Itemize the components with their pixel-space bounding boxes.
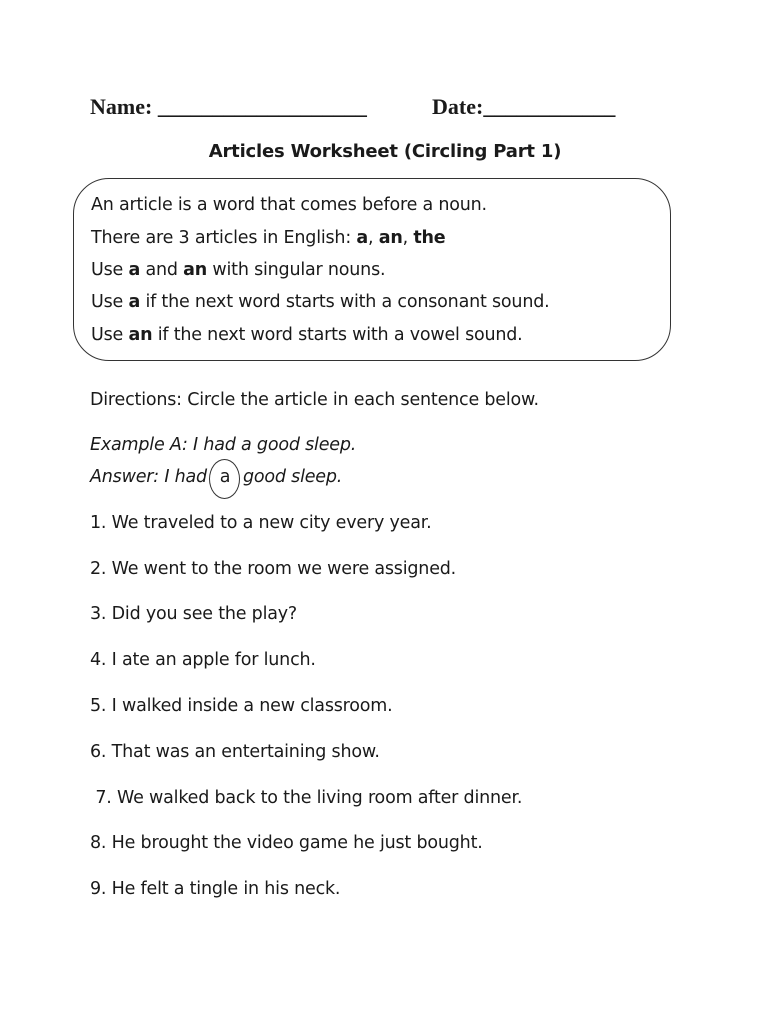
rule-line-3	[91, 260, 385, 280]
name-label: Name:	[90, 94, 153, 119]
rule-line-2	[91, 228, 445, 248]
date-label: Date:	[432, 94, 484, 119]
rule-text: Use	[91, 292, 129, 312]
rule-text: There are 3 articles in English:	[91, 228, 357, 248]
sentence-item[interactable]: 3. Did you see the play?	[90, 604, 298, 624]
circled-text: a	[219, 467, 231, 487]
rule-line-4	[91, 292, 550, 312]
worksheet-title: Articles Worksheet (Circling Part 1)	[208, 141, 562, 162]
answer-suffix: good sleep.	[242, 467, 343, 487]
rule-text: and	[140, 260, 184, 280]
circle-mark	[209, 459, 240, 499]
answer-prefix: Answer: I had	[90, 467, 207, 487]
date-blank[interactable]: ____________	[483, 94, 616, 119]
sentence-item[interactable]: 8. He brought the video game he just bought.	[90, 833, 483, 853]
article-a: a	[356, 228, 368, 248]
article-the: the	[413, 228, 446, 248]
sentence-item[interactable]: 7. We walked back to the living room after dinner.	[90, 788, 523, 808]
rule-text: Use	[91, 325, 129, 345]
name-field[interactable]	[90, 94, 367, 120]
sentence-item[interactable]: 1. We traveled to a new city every year.	[90, 513, 432, 533]
rule-text: ,	[368, 228, 379, 248]
article-an: an	[183, 260, 208, 280]
article-an: an	[128, 325, 153, 345]
rule-text: with singular nouns.	[207, 260, 386, 280]
sentence-item[interactable]: 4. I ate an apple for lunch.	[90, 650, 316, 670]
article-a: a	[128, 260, 141, 280]
article-a: a	[128, 292, 141, 312]
rule-text: ,	[402, 228, 414, 248]
circled-article	[207, 467, 243, 487]
rule-text: Use	[91, 260, 129, 280]
example-label: Example A: I had a good sleep.	[90, 435, 357, 455]
date-field[interactable]	[432, 94, 615, 120]
sentence-item[interactable]: 9. He felt a tingle in his neck.	[90, 879, 341, 899]
directions: Directions: Circle the article in each sentence below.	[90, 390, 539, 410]
name-blank[interactable]: ___________________	[157, 94, 367, 119]
rule-text: if the next word starts with a vowel sound.	[152, 325, 523, 345]
sentence-item[interactable]: 6. That was an entertaining show.	[90, 742, 380, 762]
article-an: an	[378, 228, 403, 248]
sentence-item[interactable]: 2. We went to the room we were assigned.	[90, 559, 457, 579]
rule-line-1: An article is a word that comes before a noun.	[91, 195, 487, 215]
rule-line-5	[91, 325, 523, 345]
example-answer	[90, 467, 342, 487]
rule-text: if the next word starts with a consonant sound.	[140, 292, 550, 312]
sentence-item[interactable]: 5. I walked inside a new classroom.	[90, 696, 393, 716]
